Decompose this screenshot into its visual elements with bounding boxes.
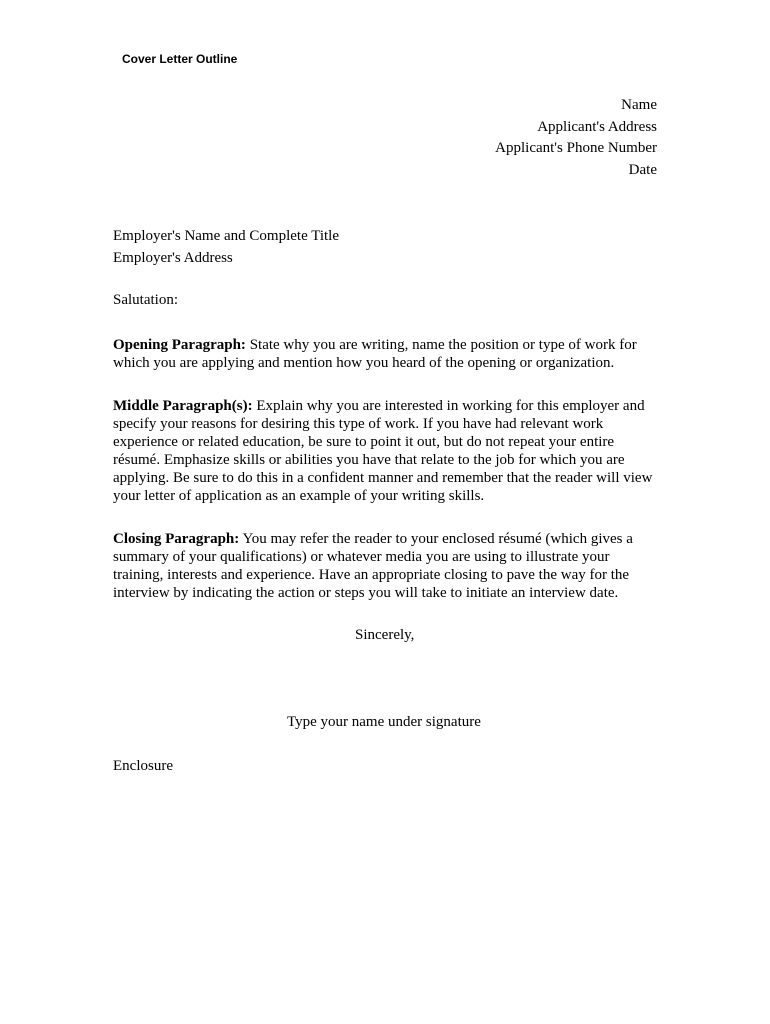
signature-line: Type your name under signature (287, 714, 481, 730)
enclosure-note: Enclosure (113, 758, 173, 774)
employer-name-title: Employer's Name and Complete Title (113, 228, 340, 244)
salutation: Salutation: (113, 292, 178, 308)
middle-paragraph-text: Explain why you are interested in working for this employer and specify your reasons for desiring this type of work. If you have had relevant work experience or related education, be sure to point it out, but do not repeat your entire résumé. Emphasize skills or abilities you have that relate to the job for which you are applying. Be sure to do this in a confident manner and remember that the reader will view your letter of application as an example of your writing skills. (113, 398, 653, 504)
closing-paragraph-text: You may refer the reader to your enclosed résumé (which gives a summary of your qualifications) or whatever media you are using to illustrate your training, interests and experience. Have an appropriate closing to pave the way for the interview by indicating the action or steps you will take to initiate an interview date. (113, 531, 633, 601)
applicant-info-block (495, 95, 657, 181)
document-title: Cover Letter Outline (122, 52, 238, 66)
applicant-phone: Applicant's Phone Number (495, 140, 657, 156)
complimentary-close: Sincerely, (355, 627, 415, 643)
applicant-address: Applicant's Address (537, 118, 657, 135)
employer-address: Employer's Address (113, 249, 233, 266)
applicant-name: Name (621, 97, 657, 113)
opening-paragraph-heading: Opening Paragraph: (113, 337, 246, 353)
closing-paragraph-heading: Closing Paragraph: (113, 531, 240, 547)
employer-info-block (113, 226, 339, 269)
opening-paragraph (113, 336, 660, 372)
opening-paragraph-text: State why you are writing, name the position or type of work for which you are applying and mention how you heard of the opening or organization. (113, 337, 637, 371)
letter-date: Date (628, 161, 657, 178)
closing-paragraph (113, 530, 660, 602)
middle-paragraph (113, 397, 660, 505)
middle-paragraph-heading: Middle Paragraph(s): (113, 398, 253, 414)
